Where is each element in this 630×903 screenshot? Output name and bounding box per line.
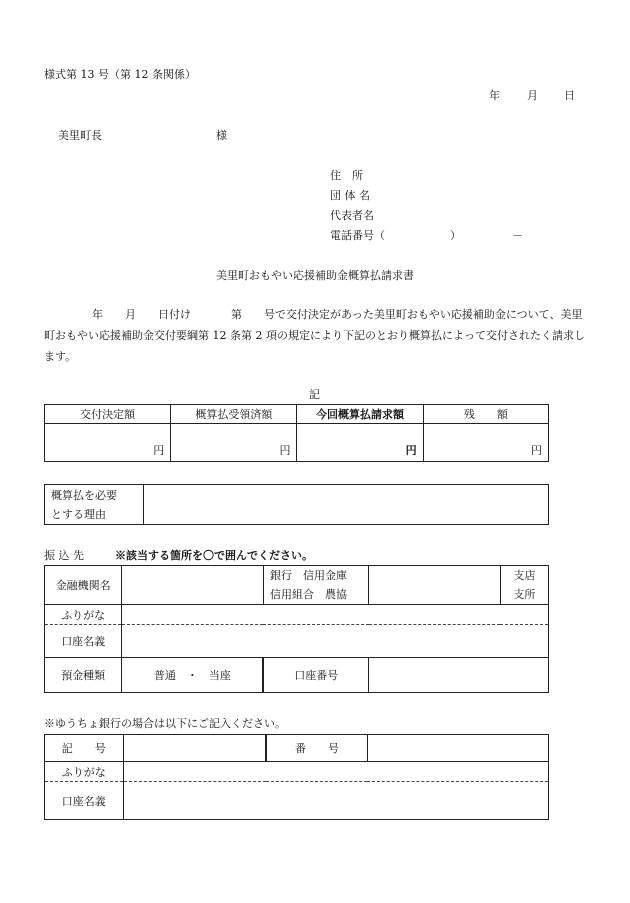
body-month: 月 (125, 308, 136, 321)
branch-name-input[interactable] (369, 566, 501, 605)
account-number-label: 口座番号 (263, 658, 368, 693)
phone-label: 電話番号（ (330, 229, 385, 242)
branch-line1: 支店 (513, 569, 536, 582)
bank-label: 金融機関名 (45, 566, 122, 605)
yucho-table (44, 734, 549, 820)
address-label: 住 所 (330, 169, 363, 182)
body-number-prefix: 第 (231, 308, 242, 321)
branch-line2: 支所 (513, 588, 536, 601)
bank-type-options[interactable] (263, 566, 368, 605)
phone-dash: － (512, 229, 523, 242)
account-name-label: 口座名義 (45, 625, 122, 658)
furigana-input[interactable] (122, 605, 549, 625)
transfer-title: 振 込 先 (44, 549, 84, 562)
phone-close: ） (450, 229, 461, 242)
yen-unit: 円 (279, 443, 291, 457)
addressee-mayor: 美里町長 (58, 129, 102, 142)
reason-label-line1: 概算払を必要 (51, 488, 117, 502)
branch-type-options[interactable] (500, 566, 548, 605)
yen-unit: 円 (153, 443, 165, 457)
reason-label (45, 485, 144, 525)
yucho-symbol-input[interactable] (123, 735, 266, 762)
date-month: 月 (527, 89, 538, 102)
received-amount-cell[interactable] (171, 424, 297, 462)
yucho-symbol-label: 記 号 (45, 735, 124, 762)
yucho-furigana-label: ふりがな (45, 762, 124, 782)
deposit-type-label: 預金種類 (45, 658, 122, 693)
body-day: 日付け (158, 308, 191, 321)
body-text: 号で交付決定があった美里町おもやい応援補助金について、美里町おもやい応援補助金交付要綱第 12 条第 2 項の規定により下記のとおり概算払によって交付されたく請求します。 (44, 308, 585, 363)
current-request-cell[interactable] (297, 424, 423, 462)
header-current-request: 今回概算払請求額 (297, 405, 423, 424)
yucho-note: ※ゆうちょ銀行の場合は以下にご記入ください。 (44, 717, 286, 730)
date-day: 日 (564, 89, 575, 102)
account-number-input[interactable] (369, 658, 549, 693)
amount-table (44, 404, 549, 462)
date-year: 年 (489, 89, 500, 102)
furigana-label: ふりがな (45, 605, 122, 625)
form-number: 様式第 13 号（第 12 条関係） (44, 68, 196, 81)
yucho-furigana-input[interactable] (123, 762, 548, 782)
body-year: 年 (92, 308, 103, 321)
transfer-note: ※該当する箇所を〇で囲んでください。 (115, 549, 313, 562)
reason-table (44, 484, 549, 525)
yen-unit: 円 (531, 443, 542, 457)
account-name-input[interactable] (122, 625, 549, 658)
reason-input[interactable] (144, 485, 549, 525)
addressee-honorific: 様 (216, 129, 227, 142)
document-title: 美里町おもやい応援補助金概算払請求書 (216, 269, 414, 282)
header-decision-amount: 交付決定額 (45, 405, 171, 424)
yucho-account-name-input[interactable] (123, 782, 548, 820)
bank-name-input[interactable] (122, 566, 264, 605)
bank-types-line1: 銀行 信用金庫 (269, 569, 347, 582)
header-received-amount: 概算払受領済額 (171, 405, 297, 424)
reason-label-line2: とする理由 (51, 507, 106, 521)
representative-label: 代表者名 (330, 209, 374, 222)
header-remaining: 残 額 (423, 405, 548, 424)
group-name-label: 団 体 名 (330, 189, 370, 202)
ki-label: 記 (309, 388, 320, 401)
remaining-cell[interactable] (423, 424, 548, 462)
bank-types-line2: 信用組合 農協 (269, 588, 347, 601)
body-paragraph (44, 304, 590, 367)
yucho-number-input[interactable] (367, 735, 548, 762)
yucho-number-label: 番 号 (266, 735, 367, 762)
transfer-table (44, 565, 549, 693)
yen-unit: 円 (405, 443, 417, 457)
yucho-account-name-label: 口座名義 (45, 782, 124, 820)
deposit-type-options[interactable]: 普通 ・ 当座 (122, 658, 264, 693)
decision-amount-cell[interactable] (45, 424, 171, 462)
